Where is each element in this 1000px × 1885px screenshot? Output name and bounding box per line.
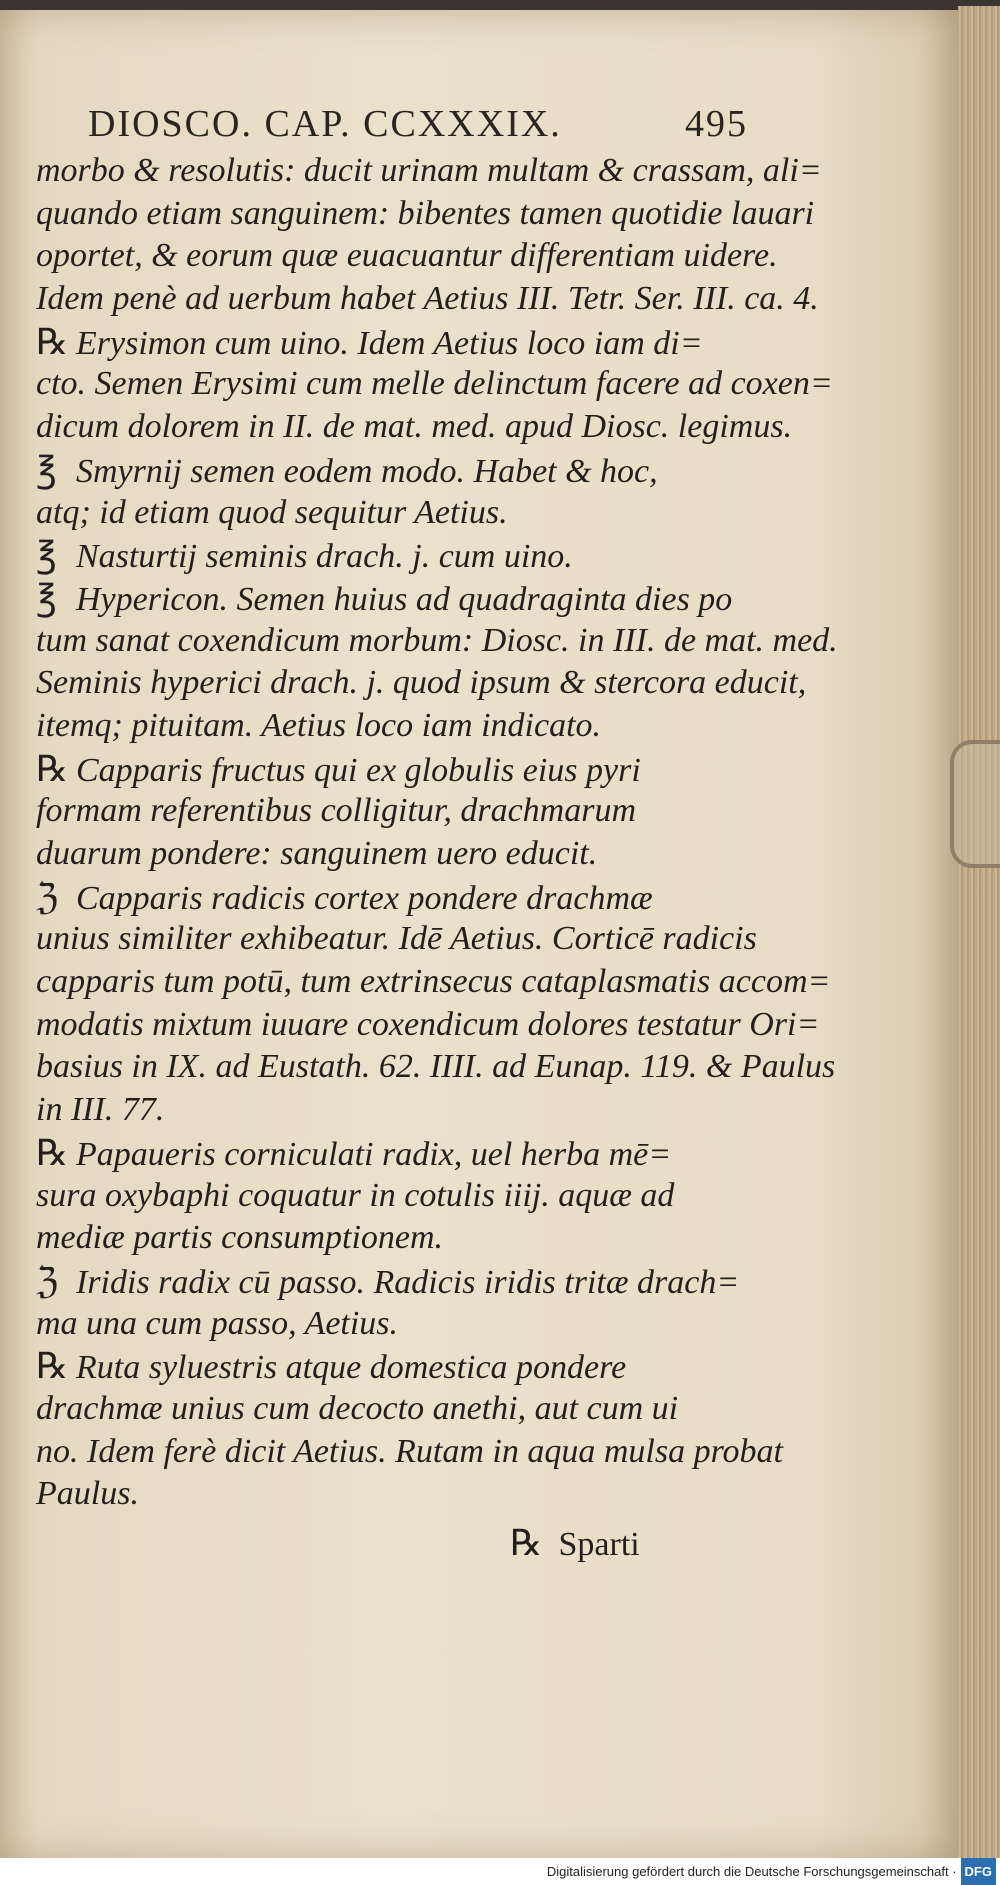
text-line-content: Capparis fructus qui ex globulis eius pyri <box>76 751 641 789</box>
text-line-content: Capparis radicis cortex pondere drachmæ <box>76 879 653 917</box>
recipe-mark-icon: ℥ <box>36 577 57 618</box>
text-line: formam referentibus colligitur, drachmarum <box>36 792 637 830</box>
text-line: in III. 77. <box>36 1091 165 1129</box>
text-line <box>36 1132 736 1175</box>
text-line: basius in IX. ad Eustath. 62. IIII. ad Eunap. 119. & Paulus <box>36 1048 836 1086</box>
text-line <box>36 1345 736 1388</box>
text-line: oportet, & eorum quæ euacuantur differentiam uidere. <box>36 237 778 275</box>
text-line <box>36 748 736 791</box>
page-edges <box>958 6 1000 1862</box>
recipe-mark-icon: ℞ <box>36 748 69 789</box>
footer-text: Digitalisierung gefördert durch die Deutsche Forschungsgemeinschaft · <box>546 1864 957 1879</box>
text-line-content: Erysimon cum uino. Idem Aetius loco iam di= <box>76 324 703 362</box>
text-line-content: Iridis radix cū passo. Radicis iridis tritæ drach= <box>76 1263 740 1301</box>
running-title: DIOSCO. CAP. CCXXXIX. <box>88 103 562 145</box>
text-line: mediæ partis consumptionem. <box>36 1219 444 1257</box>
text-line: Idem penè ad uerbum habet Aetius III. Tetr. Ser. III. ca. 4. <box>36 280 819 318</box>
text-line: itemq; pituitam. Aetius loco iam indicato. <box>36 706 602 744</box>
text-line: duarum pondere: sanguinem uero educit. <box>36 835 598 872</box>
text-line <box>36 449 736 492</box>
book-clasp <box>950 740 1000 868</box>
text-line-content: Papaueris corniculati radix, uel herba mē= <box>76 1135 672 1173</box>
running-header <box>88 102 748 152</box>
text-line: no. Idem ferè dicit Aetius. Rutam in aqua mulsa probat <box>36 1432 783 1470</box>
text-line: Paulus. <box>36 1475 139 1513</box>
text-line <box>36 876 736 919</box>
dfg-logo: DFG <box>961 1858 996 1885</box>
text-line: unius similiter exhibeatur. Idē Aetius. Corticē radicis <box>36 920 757 958</box>
recipe-mark-icon: ℨ <box>36 876 59 917</box>
recipe-mark-icon: ℞ <box>510 1523 543 1563</box>
page-number: 495 <box>685 103 748 145</box>
recipe-mark-icon: ℥ <box>36 535 57 576</box>
recipe-mark-icon: ℞ <box>36 321 69 362</box>
text-line-content: Smyrnij semen eodem modo. Habet & hoc, <box>76 452 658 490</box>
text-line: tum sanat coxendicum morbum: Diosc. in III. de mat. med. <box>36 621 838 659</box>
text-line: morbo & resolutis: ducit urinam multam & crassam, ali= <box>36 152 822 189</box>
catchword-text: Sparti <box>558 1526 640 1563</box>
footer-credit <box>0 1858 1000 1885</box>
text-line: dicum dolorem in II. de mat. med. apud Diosc. legimus. <box>36 408 793 446</box>
text-line-content: Nasturtij seminis drach. j. cum uino. <box>76 538 573 576</box>
recipe-mark-icon: ℥ <box>36 449 57 490</box>
text-line: sura oxybaphi coquatur in cotulis iiij. aquæ ad <box>36 1176 675 1214</box>
recipe-mark-icon: ℞ <box>36 1132 69 1173</box>
text-line: capparis tum potū, tum extrinsecus cataplasmatis accom= <box>36 963 831 1001</box>
text-line: atq; id etiam quod sequitur Aetius. <box>36 493 508 531</box>
recipe-mark-icon: ℞ <box>36 1346 69 1387</box>
text-line <box>36 1260 740 1303</box>
text-line: Seminis hyperici drach. j. quod ipsum & stercora educit, <box>36 664 807 702</box>
text-line <box>36 577 736 620</box>
text-line: ma una cum passo, Aetius. <box>36 1304 399 1342</box>
text-line <box>36 321 736 364</box>
catchword <box>510 1522 640 1564</box>
text-line: quando etiam sanguinem: bibentes tamen quotidie lauari <box>36 194 815 232</box>
text-line-content: Ruta syluestris atque domestica pondere <box>76 1349 627 1387</box>
body-text <box>36 150 838 1516</box>
text-line: modatis mixtum iuuare coxendicum dolores testatur Ori= <box>36 1005 820 1043</box>
recipe-mark-icon: ℨ <box>36 1260 59 1301</box>
text-line-content: Hypericon. Semen huius ad quadraginta dies po <box>76 580 733 618</box>
text-line: drachmæ unius cum decocto anethi, aut cum ui <box>36 1389 679 1427</box>
text-line: cto. Semen Erysimi cum melle delinctum facere ad coxen= <box>36 365 833 403</box>
text-line <box>36 534 736 577</box>
